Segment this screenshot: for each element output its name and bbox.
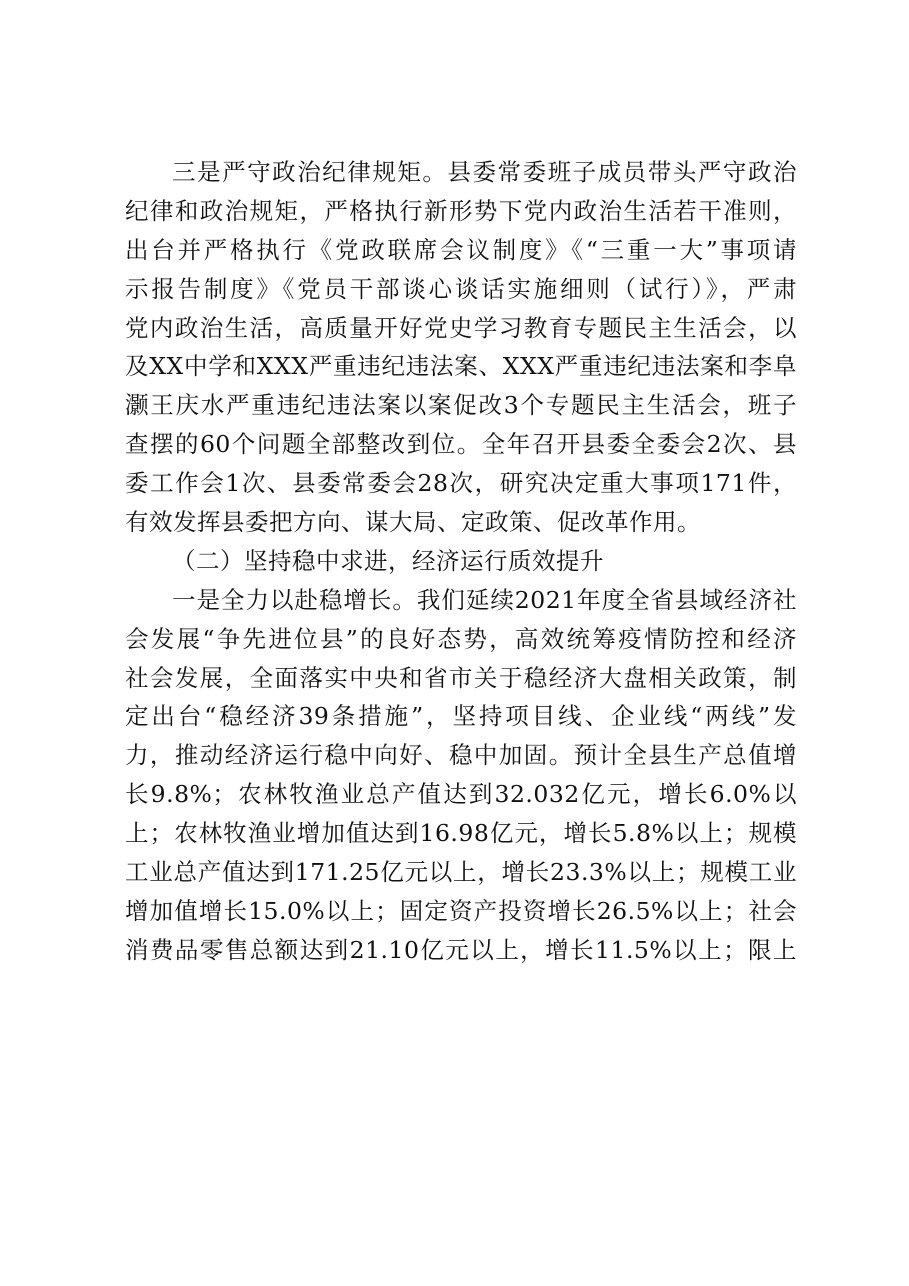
text-line: 出台并严格执行《党政联席会议制度》《“三重一大”事项请: [125, 235, 797, 264]
text-line: 消费品零售总额达到21.10亿元以上，增长11.5%以上；限上: [125, 935, 797, 964]
text-line: 三是严守政治纪律规矩。县委常委班子成员带头严守政治: [172, 158, 797, 186]
text-line: 灏王庆水严重违纪违法案以案促改3个专题民主生活会，班子: [125, 391, 797, 420]
text-line: 查摆的60个问题全部整改到位。全年召开县委全委会2次、县: [125, 430, 797, 459]
text-line: 一是全力以赴稳增长。我们延续2021年度全省县域经济社: [172, 585, 797, 614]
text-line: 定出台“稳经济39条措施”，坚持项目线、企业线“两线”发: [125, 702, 797, 731]
text-line: 上；农林牧渔业增加值达到16.98亿元，增长5.8%以上；规模: [125, 819, 797, 848]
text-line: 工业总产值达到171.25亿元以上，增长23.3%以上；规模工业: [125, 858, 797, 887]
text-line: 委工作会1次、县委常委会28次，研究决定重大事项171件，: [125, 469, 797, 498]
text-line: 增加值增长15.0%以上；固定资产投资增长26.5%以上；社会: [125, 896, 797, 925]
text-line: 长9.8%；农林牧渔业总产值达到32.032亿元，增长6.0%以: [125, 780, 797, 809]
text-line: 党内政治生活，高质量开好党史学习教育专题民主生活会，以: [125, 313, 797, 342]
text-line: 示报告制度》《党员干部谈心谈话实施细则（试行）》，严肃: [125, 274, 797, 303]
text-line: 及XX中学和XXX严重违纪违法案、XXX严重违纪违法案和李阜: [125, 352, 797, 381]
text-line: 力，推动经济运行稳中向好、稳中加固。预计全县生产总值增: [125, 741, 797, 770]
paragraph-economic-growth: [125, 581, 797, 970]
text-line: 社会发展，全面落实中央和省市关于稳经济大盘相关政策，制: [125, 663, 797, 692]
text-line: 有效发挥县委把方向、谋大局、定政策、促改革作用。: [125, 508, 701, 537]
document-page: [125, 153, 797, 970]
paragraph-party-discipline: [125, 153, 797, 542]
text-line: 会发展“争先进位县”的良好态势，高效统筹疫情防控和经济: [125, 624, 797, 653]
text-line: 纪律和政治规矩，严格执行新形势下党内政治生活若干准则，: [125, 196, 797, 225]
section-heading: [125, 542, 797, 581]
section-heading-text: （二）坚持稳中求进，经济运行质效提升: [172, 546, 604, 575]
